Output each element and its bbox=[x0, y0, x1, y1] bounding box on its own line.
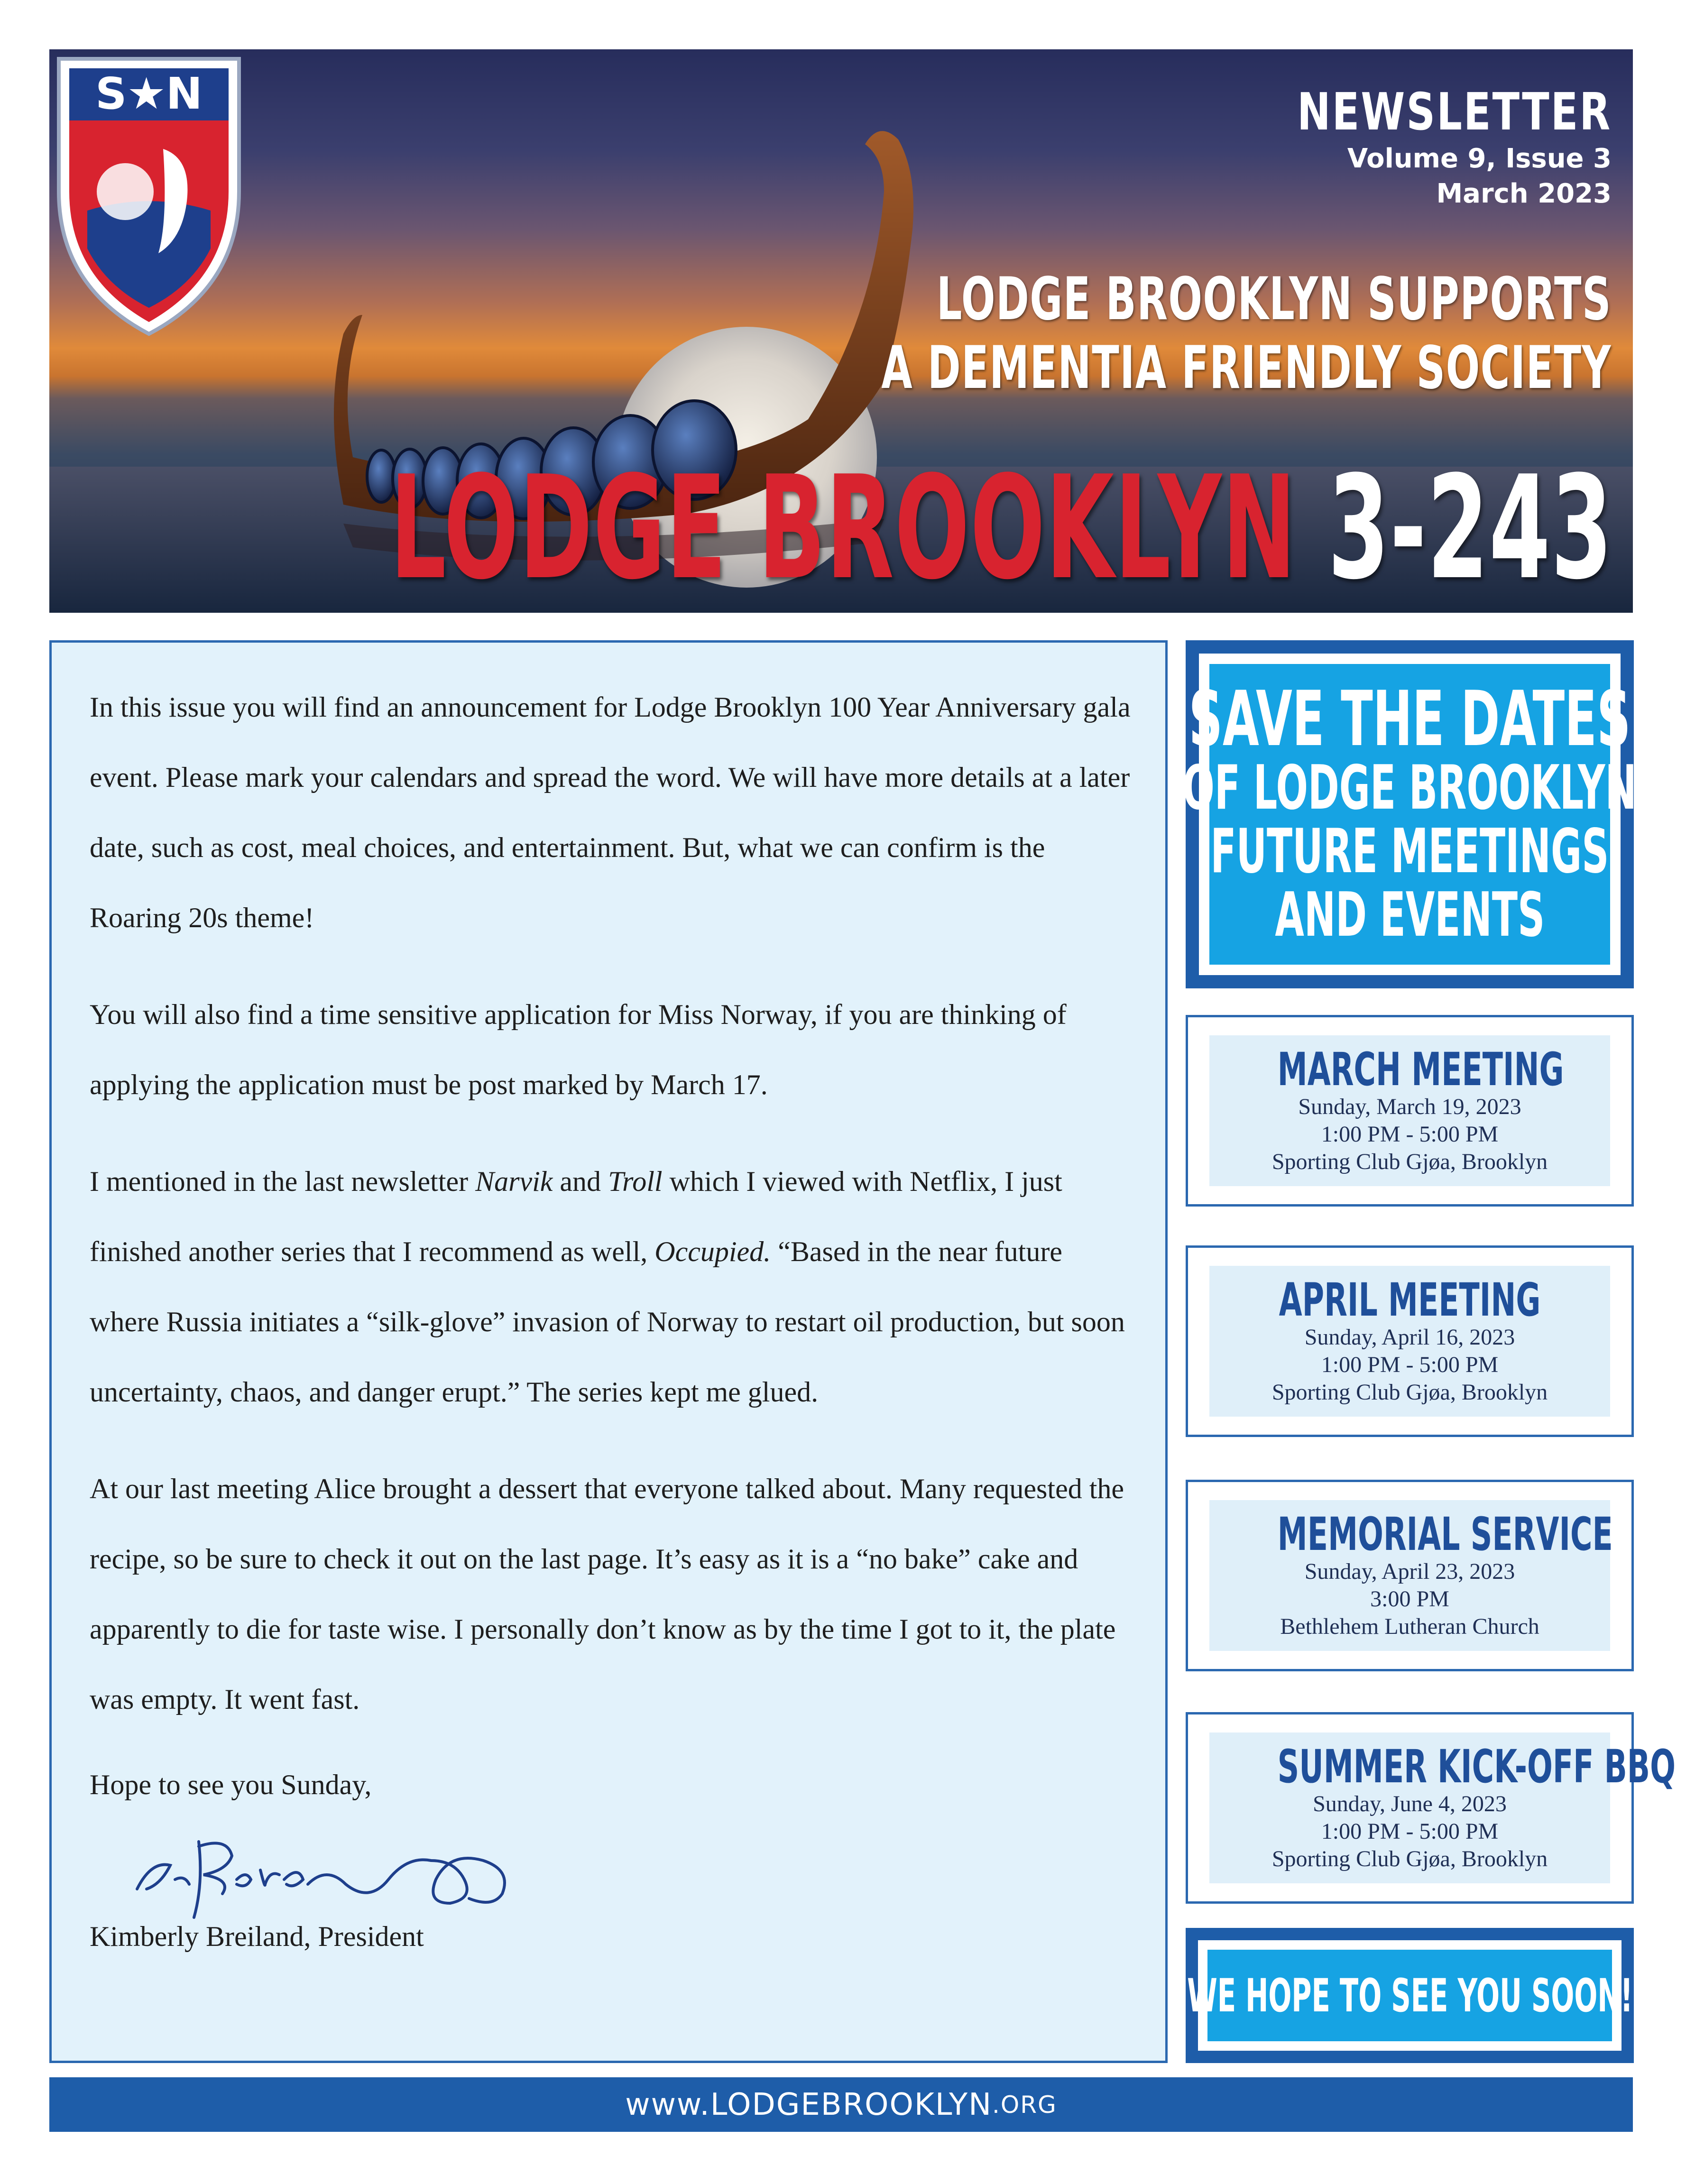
letter-paragraph-3: I mentioned in the last newsletter Narvik and Troll which I viewed with Netflix, I just finished another series that I recommend as well, Occupied. “Based in the near future where Russia initiates a “silk-glove” invasion of Norway to restart oil production, but soon uncertainty, chaos, and danger erupt.” The series kept me glued. bbox=[90, 1166, 1125, 1408]
event-card-april-meeting bbox=[1186, 1245, 1634, 1437]
event-time: 1:00 PM - 5:00 PM bbox=[1321, 1122, 1499, 1147]
event-place: Bethlehem Lutheran Church bbox=[1280, 1614, 1539, 1639]
lodge-number: 3-243 bbox=[1327, 445, 1613, 611]
event-place: Sporting Club Gjøa, Brooklyn bbox=[1271, 1149, 1548, 1174]
letter-signer: Kimberly Breiland, President bbox=[90, 1921, 424, 1952]
save-dates-line-1: SAVE THE DATES bbox=[1188, 674, 1631, 763]
see-you-soon-text: WE HOPE TO SEE YOU SOON! bbox=[1187, 1969, 1633, 2022]
event-time: 3:00 PM bbox=[1370, 1586, 1449, 1612]
issue-date: March 2023 bbox=[1436, 178, 1612, 209]
footer-website[interactable] bbox=[49, 2077, 1633, 2132]
event-title: SUMMER KICK-OFF BBQ bbox=[1277, 1740, 1676, 1793]
lodge-title bbox=[390, 445, 1613, 611]
event-time: 1:00 PM - 5:00 PM bbox=[1321, 1352, 1499, 1377]
save-dates-line-4: AND EVENTS bbox=[1275, 880, 1545, 950]
letter-closing: Hope to see you Sunday, bbox=[90, 1769, 372, 1800]
event-time: 1:00 PM - 5:00 PM bbox=[1321, 1819, 1499, 1844]
event-date: Sunday, June 4, 2023 bbox=[1313, 1791, 1507, 1816]
save-dates-line-2: OF LODGE BROOKLYN bbox=[1182, 753, 1637, 823]
letter-paragraph-4: At our last meeting Alice brought a dessert that everyone talked about. Many requested the recipe, so be sure to check it out on the last page. It’s easy as it is a “no bake” cake and apparently to die for taste wise. I personally don’t know as by the time I got to it, the plate was empty. It went fast. bbox=[90, 1473, 1124, 1715]
save-dates-line-3: FUTURE MEETINGS bbox=[1210, 816, 1609, 887]
letter-paragraph-1: In this issue you will find an announcement for Lodge Brooklyn 100 Year Anniversary gala event. Please mark your calendars and spread the word. We will have more details at a later date, such as cost, meal choices, and entertainment. But, what we can confirm is the Roaring 20s theme! bbox=[90, 691, 1131, 933]
event-card-march-meeting bbox=[1186, 1015, 1634, 1207]
lodge-name: LODGE BROOKLYN bbox=[390, 445, 1297, 611]
footer-url-main[interactable]: www.LODGEBROOKLYN bbox=[625, 2087, 993, 2122]
event-title: MEMORIAL SERVICE bbox=[1277, 1508, 1613, 1561]
newsletter-label: NEWSLETTER bbox=[1297, 83, 1612, 142]
event-card-memorial-service bbox=[1186, 1480, 1634, 1671]
event-date: Sunday, March 19, 2023 bbox=[1298, 1094, 1521, 1119]
event-date: Sunday, April 23, 2023 bbox=[1304, 1559, 1515, 1584]
letter-paragraph-2: You will also find a time sensitive application for Miss Norway, if you are thinking of applying the application must be post marked by March 17. bbox=[90, 999, 1067, 1100]
president-letter bbox=[49, 640, 1168, 2063]
footer-url-tld[interactable]: .ORG bbox=[992, 2091, 1057, 2119]
volume-issue: Volume 9, Issue 3 bbox=[1347, 143, 1612, 174]
event-place: Sporting Club Gjøa, Brooklyn bbox=[1271, 1380, 1548, 1405]
logo-text: S★N bbox=[95, 68, 203, 119]
event-date: Sunday, April 16, 2023 bbox=[1304, 1325, 1515, 1350]
event-title: MARCH MEETING bbox=[1277, 1043, 1564, 1096]
see-you-soon-box bbox=[1186, 1928, 1634, 2063]
sons-of-norway-logo bbox=[49, 49, 249, 343]
event-place: Sporting Club Gjøa, Brooklyn bbox=[1271, 1846, 1548, 1871]
save-the-dates-box bbox=[1182, 640, 1637, 988]
header-banner bbox=[49, 49, 1633, 613]
headline-line-2: A DEMENTIA FRIENDLY SOCIETY bbox=[881, 334, 1612, 402]
event-title: APRIL MEETING bbox=[1279, 1273, 1541, 1327]
headline-line-1: LODGE BROOKLYN SUPPORTS bbox=[936, 265, 1612, 333]
event-card-summer-bbq bbox=[1186, 1712, 1676, 1904]
